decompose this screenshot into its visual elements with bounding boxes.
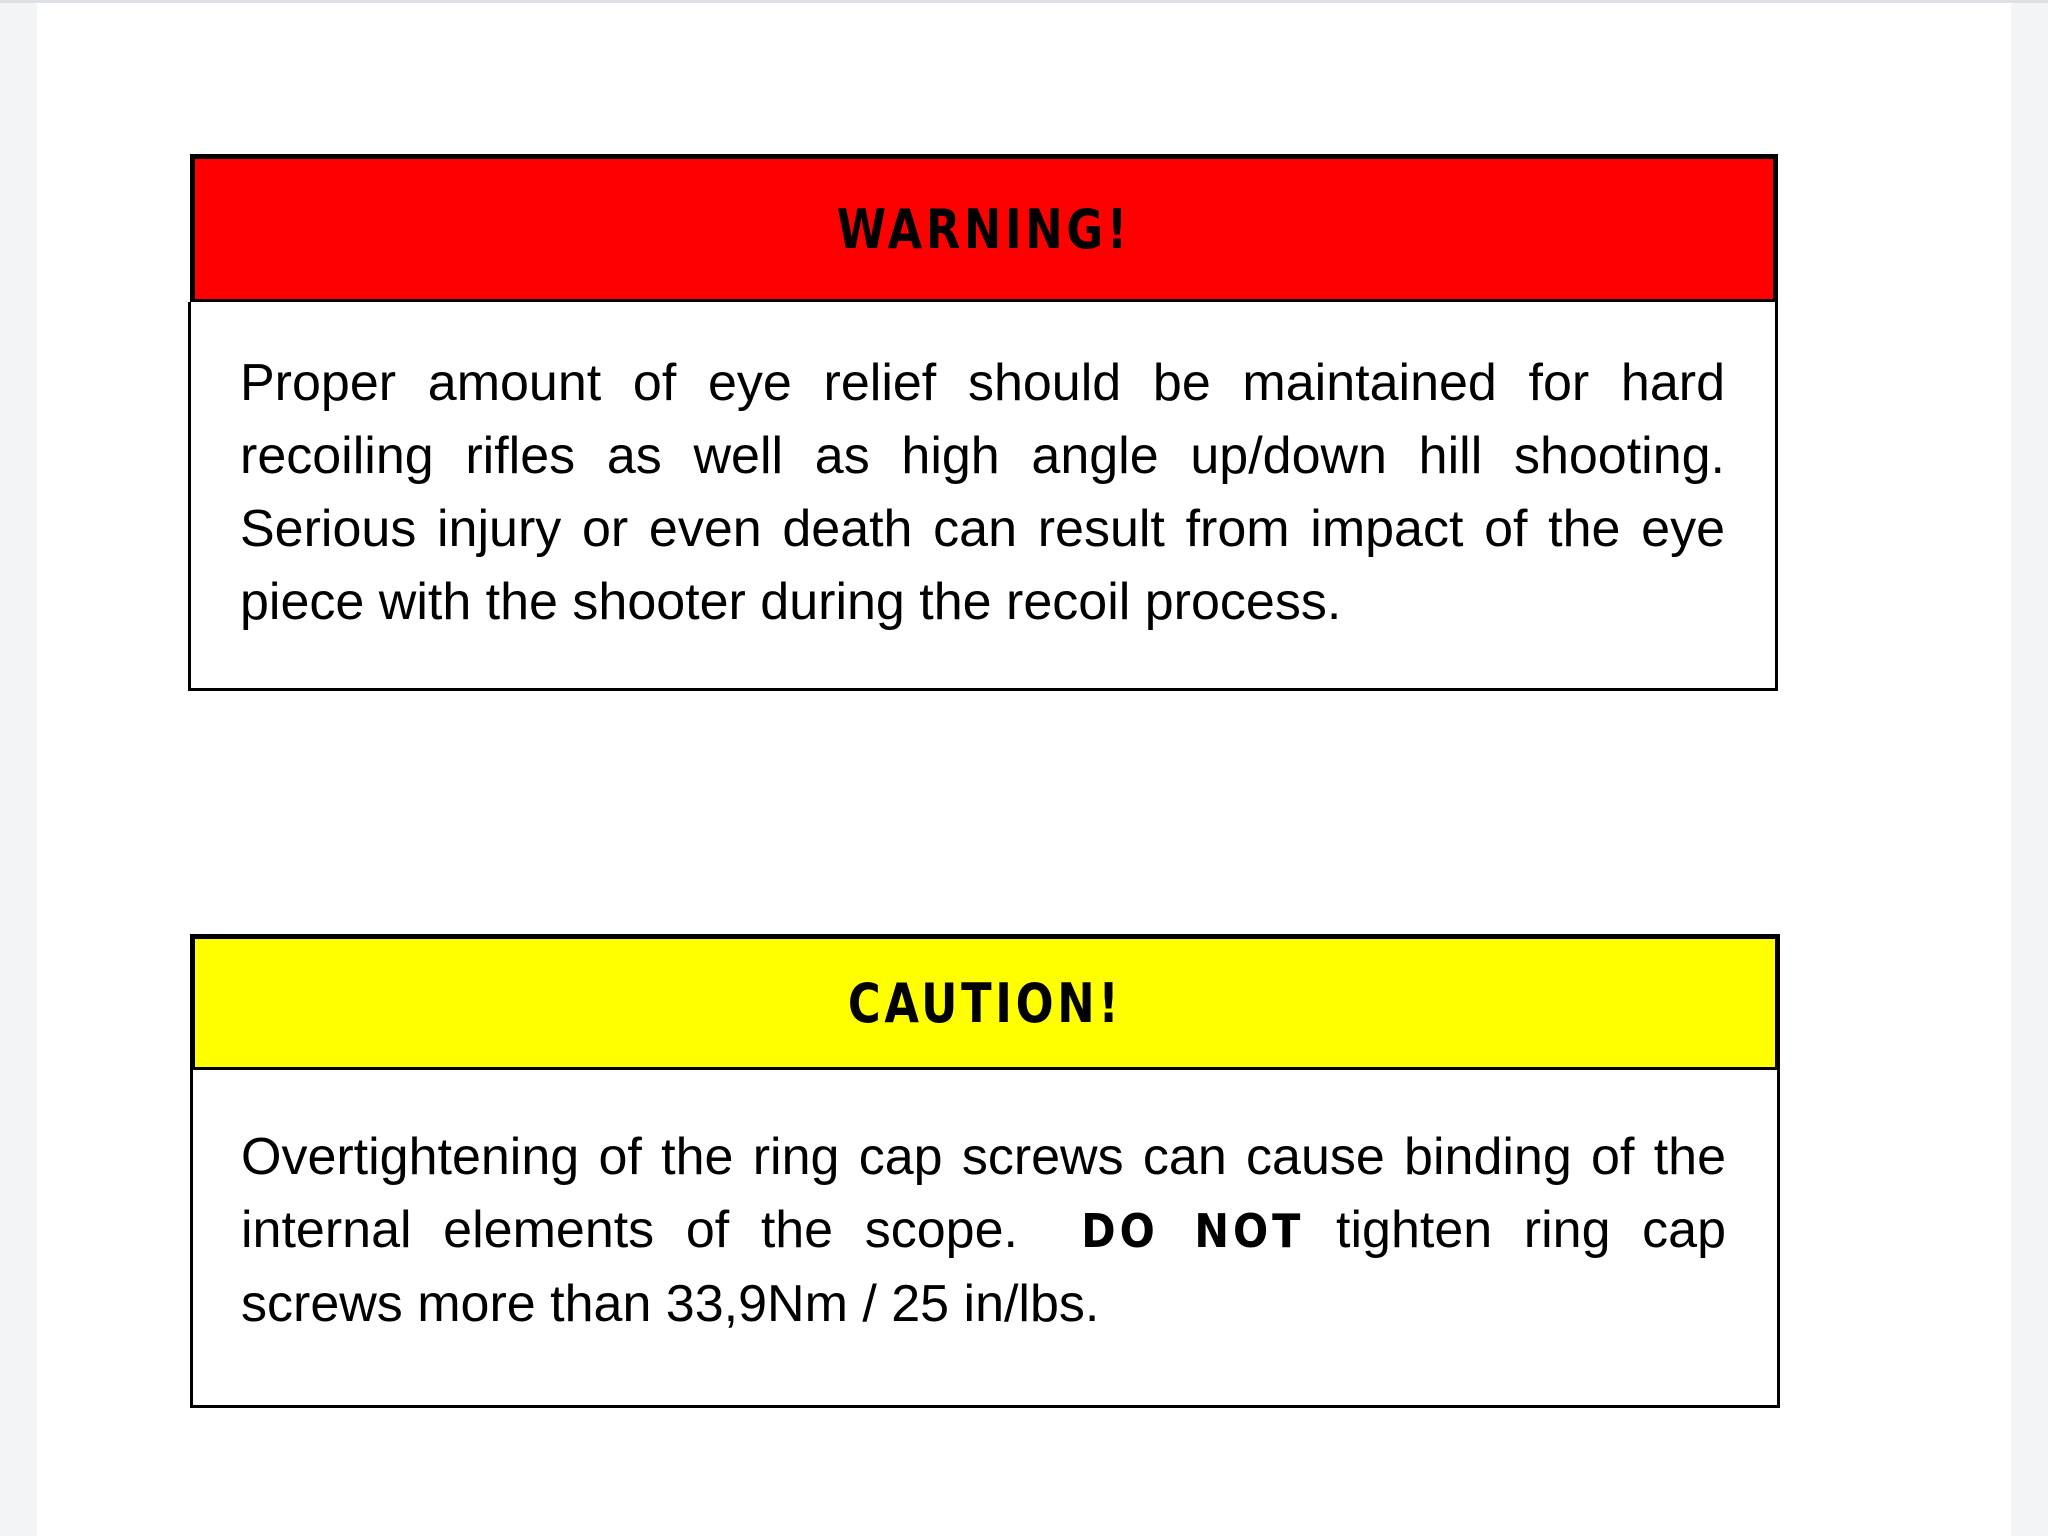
caution-header xyxy=(190,934,1780,1072)
warning-header xyxy=(190,154,1778,304)
caution-emphasis: DO NOT xyxy=(1081,1204,1305,1258)
caution-title: CAUTION! xyxy=(847,971,1123,1035)
caution-body-part2: tighten ring cap screws more than 33,9Nm / 25 in/lbs. xyxy=(241,1201,1726,1333)
caution-body-text xyxy=(241,1121,1726,1341)
warning-title: WARNING! xyxy=(836,197,1132,261)
caution-body-part1: Overtightening of the ring cap screws can cause binding of the internal elements of the scope. xyxy=(241,1128,1726,1259)
warning-body-text: Proper amount of eye relief should be maintained for hard recoiling rifles as well as high angle up/down hill shooting. Serious injury or even death can result from impact of the eye piece with the shooter during the recoil process. xyxy=(240,354,1725,631)
